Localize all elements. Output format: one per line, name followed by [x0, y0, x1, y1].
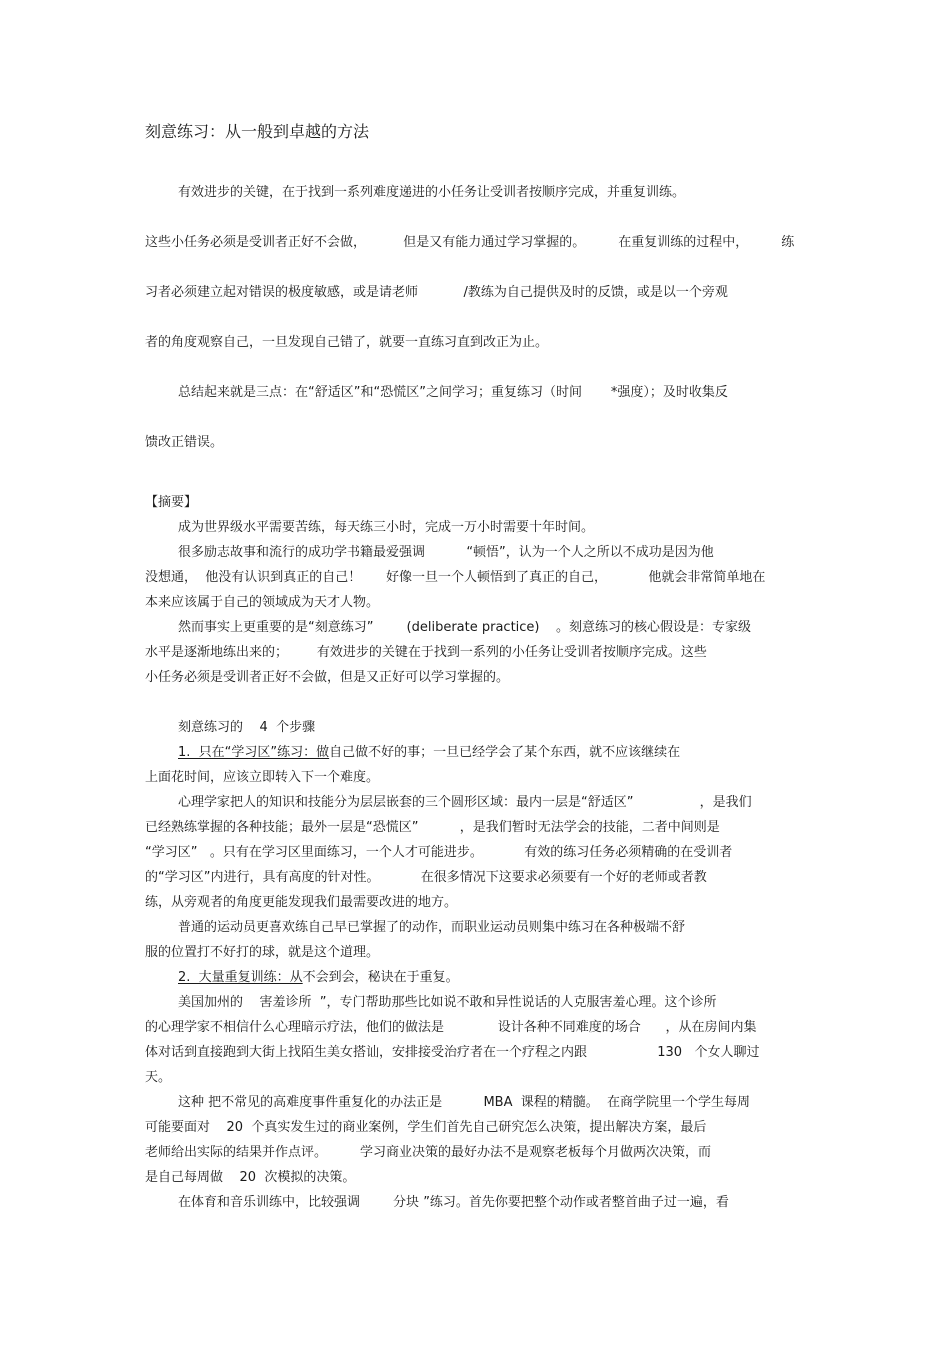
step2-body-line: 体对话到直接跑到大街上找陌生美女搭讪，安排接受治疗者在一个疗程之内跟 130 个女人聊过 [145, 1045, 760, 1060]
step2-body-line: 的心理学家不相信什么心理暗示疗法，他们的做法是 设计各种不同难度的场合 ，从在房间内集 [145, 1020, 757, 1035]
step2-line [178, 969, 459, 987]
intro-line: 总结起来就是三点：在“舒适区”和“恐慌区”之间学习；重复练习（时间 *强度）；及时收集反 [178, 385, 728, 400]
step2-rest: 不会到会，秘诀在于重复。 [302, 970, 459, 985]
step1-body-line: 心理学家把人的知识和技能分为层层嵌套的三个圆形区域：最内一层是“舒适区” ，是我们 [178, 795, 752, 810]
intro-line: 有效进步的关键，在于找到一系列难度递进的小任务让受训者按顺序完成，并重复训练。 [178, 185, 686, 200]
step2-body-line: 可能要面对 20 个真实发生过的商业案例，学生们首先自己研究怎么决策，提出解决方案，最后 [145, 1120, 707, 1135]
summary-line: 水平是逐渐地练出来的； 有效进步的关键在于找到一系列的小任务让受训者按顺序完成。这些 [145, 645, 707, 660]
summary-heading: 【摘要】 [145, 495, 198, 510]
intro-line: 馈改正错误。 [145, 435, 224, 450]
step1-rest: 自己做不好的事；一旦已经学会了某个东西，就不应该继续在 [329, 745, 681, 760]
step1-body-line: 的“学习区”内进行，具有高度的针对性。 在很多情况下这要求必须要有一个好的老师或者教 [145, 870, 707, 885]
summary-line: 本来应该属于自己的领域成为天才人物。 [145, 595, 380, 610]
intro-line: 者的角度观察自己，一旦发现自己错了，就要一直练习直到改正为止。 [145, 335, 549, 350]
summary-line: 成为世界级水平需要苦练，每天练三小时，完成一万小时需要十年时间。 [178, 520, 595, 535]
document-title: 刻意练习：从一般到卓越的方法 [145, 122, 370, 141]
step1-line [178, 744, 680, 762]
step2-body-line: 老师给出实际的结果并作点评。 学习商业决策的最好办法不是观察老板每个月做两次决策，而 [145, 1145, 712, 1160]
steps-heading: 刻意练习的 4 个步骤 [178, 720, 316, 735]
step2-body-line: 美国加州的 害羞诊所 ”，专门帮助那些比如说不敢和异性说话的人克服害羞心理。这个诊所 [178, 995, 717, 1010]
step1-body-line: “学习区” 。只有在学习区里面练习，一个人才可能进步。 有效的练习任务必须精确的在受训者 [145, 845, 733, 860]
step2-title: 2. 大量重复训练：从 [178, 970, 303, 985]
step2-body-line: 天。 [145, 1070, 172, 1085]
step1-body-line: 普通的运动员更喜欢练自己早已掌握了的动作，而职业运动员则集中练习在各种极端不舒 [178, 920, 686, 935]
step1-body-line: 上面花时间，应该立即转入下一个难度。 [145, 770, 380, 785]
intro-line: 习者必须建立起对错误的极度敏感，或是请老师 /教练为自己提供及时的反馈，或是以一个旁观 [145, 285, 728, 300]
step1-body-line: 练，从旁观者的角度更能发现我们最需要改进的地方。 [145, 895, 458, 910]
step2-body-line: 这种 把不常见的高难度事件重复化的办法正是 MBA 课程的精髓。 在商学院里一个学生每周 [178, 1095, 751, 1110]
step1-body-line: 服的位置打不好打的球，就是这个道理。 [145, 945, 380, 960]
summary-line: 很多励志故事和流行的成功学书籍最爱强调 “顿悟”，认为一个人之所以不成功是因为他 [178, 545, 714, 560]
step2-body-line: 是自己每周做 20 次模拟的决策。 [145, 1170, 356, 1185]
step1-title: 1. 只在“学习区”练习：做 [178, 745, 330, 760]
step1-body-line: 已经熟练掌握的各种技能；最外一层是“恐慌区” ，是我们暂时无法学会的技能，二者中间则是 [145, 820, 720, 835]
intro-line: 这些小任务必须是受训者正好不会做， 但是又有能力通过学习掌握的。 在重复训练的过程中， 练 [145, 235, 795, 250]
summary-line: 小任务必须是受训者正好不会做，但是又正好可以学习掌握的。 [145, 670, 510, 685]
summary-line: 没想通， 他没有认识到真正的自己！ 好像一旦一个人顿悟到了真正的自己， 他就会非常简单地在 [145, 570, 766, 585]
summary-line: 然而事实上更重要的是“刻意练习” (deliberate practice) 。刻意练习的核心假设是：专家级 [178, 620, 752, 635]
step2-body-line: 在体育和音乐训练中，比较强调 分块 ”练习。首先你要把整个动作或者整首曲子过一遍，看 [178, 1195, 729, 1210]
